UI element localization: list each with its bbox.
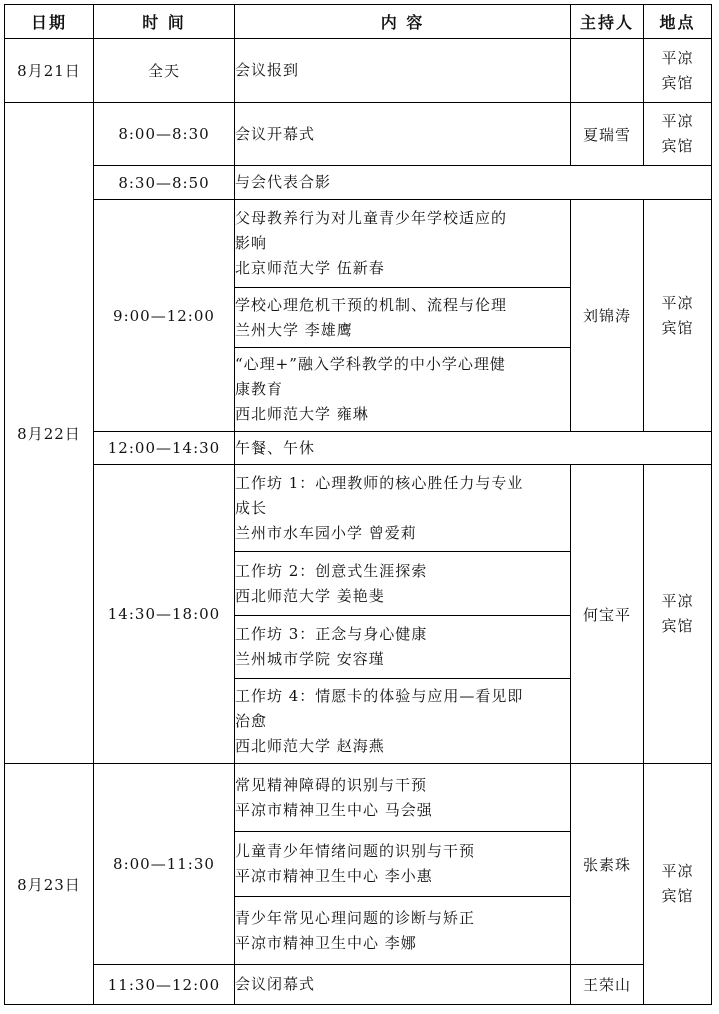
host-cell	[571, 39, 644, 103]
talk-speaker: 兰州大学 李雄鹰	[235, 320, 353, 339]
location-line: 宾馆	[661, 617, 694, 635]
time-cell: 全天	[94, 39, 235, 103]
location-cell	[644, 764, 712, 1005]
table-row	[5, 432, 712, 465]
time-cell: 11:30—12:00	[94, 965, 235, 1005]
talk-cell	[235, 764, 571, 832]
content-cell: 会议闭幕式	[235, 965, 571, 1005]
location-line: 平凉	[661, 48, 694, 67]
talk-cell	[235, 897, 571, 965]
talk-cell	[235, 288, 571, 348]
talk-speaker: 平凉市精神卫生中心 马会强	[235, 800, 433, 819]
header-row	[5, 5, 712, 39]
talk-title-line: 工作坊 4：情愿卡的体验与应用—看见即	[235, 686, 524, 705]
location-line: 宾馆	[661, 137, 694, 155]
talk-title-line: 康教育	[235, 380, 284, 398]
table-row	[5, 965, 712, 1005]
header-time: 时 间	[94, 5, 235, 39]
header-date: 日期	[5, 5, 94, 39]
date-cell: 8月22日	[5, 103, 94, 764]
talk-speaker: 兰州市水车园小学 曾爱莉	[235, 523, 417, 542]
talk-title-line: 常见精神障碍的识别与干预	[235, 775, 428, 794]
location-line: 宾馆	[661, 318, 694, 337]
talk-title-line: “心理+”融入学科教学的中小学心理健	[235, 355, 506, 373]
talk-cell	[235, 200, 571, 288]
header-content: 内 容	[235, 5, 571, 39]
content-cell: 会议开幕式	[235, 103, 571, 166]
host-cell: 王荣山	[571, 965, 644, 1005]
location-line: 宾馆	[661, 887, 694, 905]
date-cell: 8月21日	[5, 39, 94, 103]
location-cell	[644, 103, 712, 166]
talk-speaker: 西北师范大学 姜艳斐	[235, 586, 385, 605]
talk-speaker: 平凉市精神卫生中心 李娜	[235, 933, 417, 952]
talk-title-line: 青少年常见心理问题的诊断与矫正	[235, 908, 476, 927]
talk-title-line: 父母教养行为对儿童青少年学校适应的	[235, 209, 508, 227]
talk-speaker: 北京师范大学 伍新春	[235, 259, 385, 277]
time-cell: 12:00—14:30	[94, 432, 235, 465]
content-cell: 午餐、午休	[235, 432, 712, 465]
talk-title-line: 工作坊 3：正念与身心健康	[235, 625, 428, 643]
table-row	[5, 465, 712, 552]
talk-title-line: 学校心理危机干预的机制、流程与伦理	[235, 295, 508, 314]
table-row	[5, 166, 712, 200]
header-host: 主持人	[571, 5, 644, 39]
header-location: 地点	[644, 5, 712, 39]
talk-cell	[235, 552, 571, 616]
location-line: 平凉	[661, 112, 694, 130]
location-line: 平凉	[661, 862, 694, 880]
talk-speaker: 西北师范大学 雍琳	[235, 405, 369, 423]
location-line: 平凉	[661, 592, 694, 610]
talk-cell	[235, 616, 571, 679]
talk-title-line: 治愈	[235, 711, 268, 730]
table-row	[5, 764, 712, 832]
table-row	[5, 39, 712, 103]
location-cell	[644, 39, 712, 103]
host-cell: 何宝平	[571, 465, 644, 764]
talk-title-line: 工作坊 2：创意式生涯探索	[235, 561, 428, 580]
talk-cell	[235, 465, 571, 552]
time-cell: 14:30—18:00	[94, 465, 235, 764]
date-cell: 8月23日	[5, 764, 94, 1005]
time-cell: 8:30—8:50	[94, 166, 235, 200]
talk-title-line: 影响	[235, 234, 268, 252]
content-cell: 与会代表合影	[235, 166, 712, 200]
time-cell: 9:00—12:00	[94, 200, 235, 432]
talk-cell	[235, 348, 571, 432]
talk-title-line: 成长	[235, 498, 268, 517]
host-cell: 张素珠	[571, 764, 644, 965]
location-cell	[644, 200, 712, 432]
host-cell: 夏瑞雪	[571, 103, 644, 166]
schedule-wrapper	[4, 4, 712, 1005]
host-cell: 刘锦涛	[571, 200, 644, 432]
talk-cell	[235, 679, 571, 764]
location-cell	[644, 465, 712, 764]
talk-title-line: 工作坊 1：心理教师的核心胜任力与专业	[235, 473, 524, 492]
talk-speaker: 兰州城市学院 安容瑾	[235, 650, 385, 668]
location-line: 宾馆	[661, 73, 694, 92]
table-row	[5, 200, 712, 288]
time-cell: 8:00—11:30	[94, 764, 235, 965]
location-line: 平凉	[661, 293, 694, 312]
talk-speaker: 平凉市精神卫生中心 李小惠	[235, 867, 433, 885]
table-row	[5, 103, 712, 166]
talk-title-line: 儿童青少年情绪问题的识别与干预	[235, 842, 476, 860]
talk-speaker: 西北师范大学 赵海燕	[235, 736, 385, 755]
schedule-table	[4, 4, 712, 1005]
time-cell: 8:00—8:30	[94, 103, 235, 166]
talk-cell	[235, 832, 571, 897]
content-cell: 会议报到	[235, 39, 571, 103]
